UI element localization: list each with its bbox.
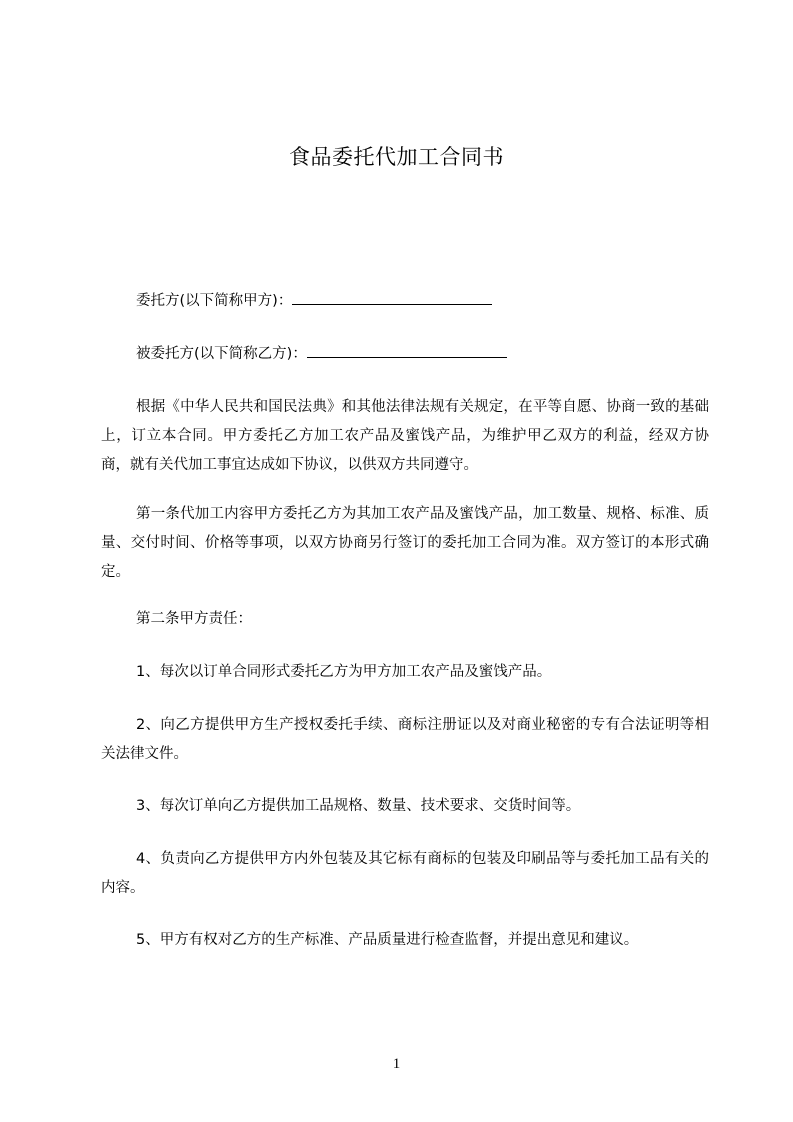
article-2-item: 4、负责向乙方提供甲方内外包装及其它标有商标的包装及印刷品等与委托加工品有关的内容。 (101, 851, 709, 896)
party-a-line (101, 287, 709, 316)
preamble-paragraph: 根据《中华人民共和国民法典》和其他法律法规有关规定，在平等自愿、协商一致的基础上，订立本合同。甲方委托乙方加工农产品及蜜饯产品，为维护甲乙双方的利益，经双方协商，就有关代加工事宜达成如下协议，以供双方共同遵守。 (101, 399, 709, 473)
page-number: 1 (392, 1056, 401, 1072)
party-a-blank-field[interactable] (292, 290, 492, 305)
party-b-blank-field[interactable] (307, 343, 507, 358)
article-1-paragraph: 第一条代加工内容甲方委托乙方为其加工农产品及蜜饯产品，加工数量、规格、标准、质量、交付时间、价格等事项，以双方协商另行签订的委托加工合同为准。双方签订的本形式确定。 (101, 506, 709, 580)
article-2-item: 2、向乙方提供甲方生产授权委托手续、商标注册证以及对商业秘密的专有合法证明等相关法律文件。 (101, 717, 709, 762)
party-b-label: 被委托方(以下简称乙方)： (136, 346, 307, 362)
article-2-item: 1、每次以订单合同形式委托乙方为甲方加工农产品及蜜饯产品。 (136, 664, 552, 680)
article-2-item: 5、甲方有权对乙方的生产标准、产品质量进行检查监督，并提出意见和建议。 (136, 932, 639, 948)
article-2-item: 3、每次订单向乙方提供加工品规格、数量、技术要求、交货时间等。 (136, 798, 581, 814)
document-title: 食品委托代加工合同书 (289, 145, 504, 169)
party-b-line (101, 340, 709, 369)
party-a-label: 委托方(以下简称甲方)： (136, 293, 293, 309)
article-2-heading: 第二条甲方责任： (136, 611, 252, 627)
